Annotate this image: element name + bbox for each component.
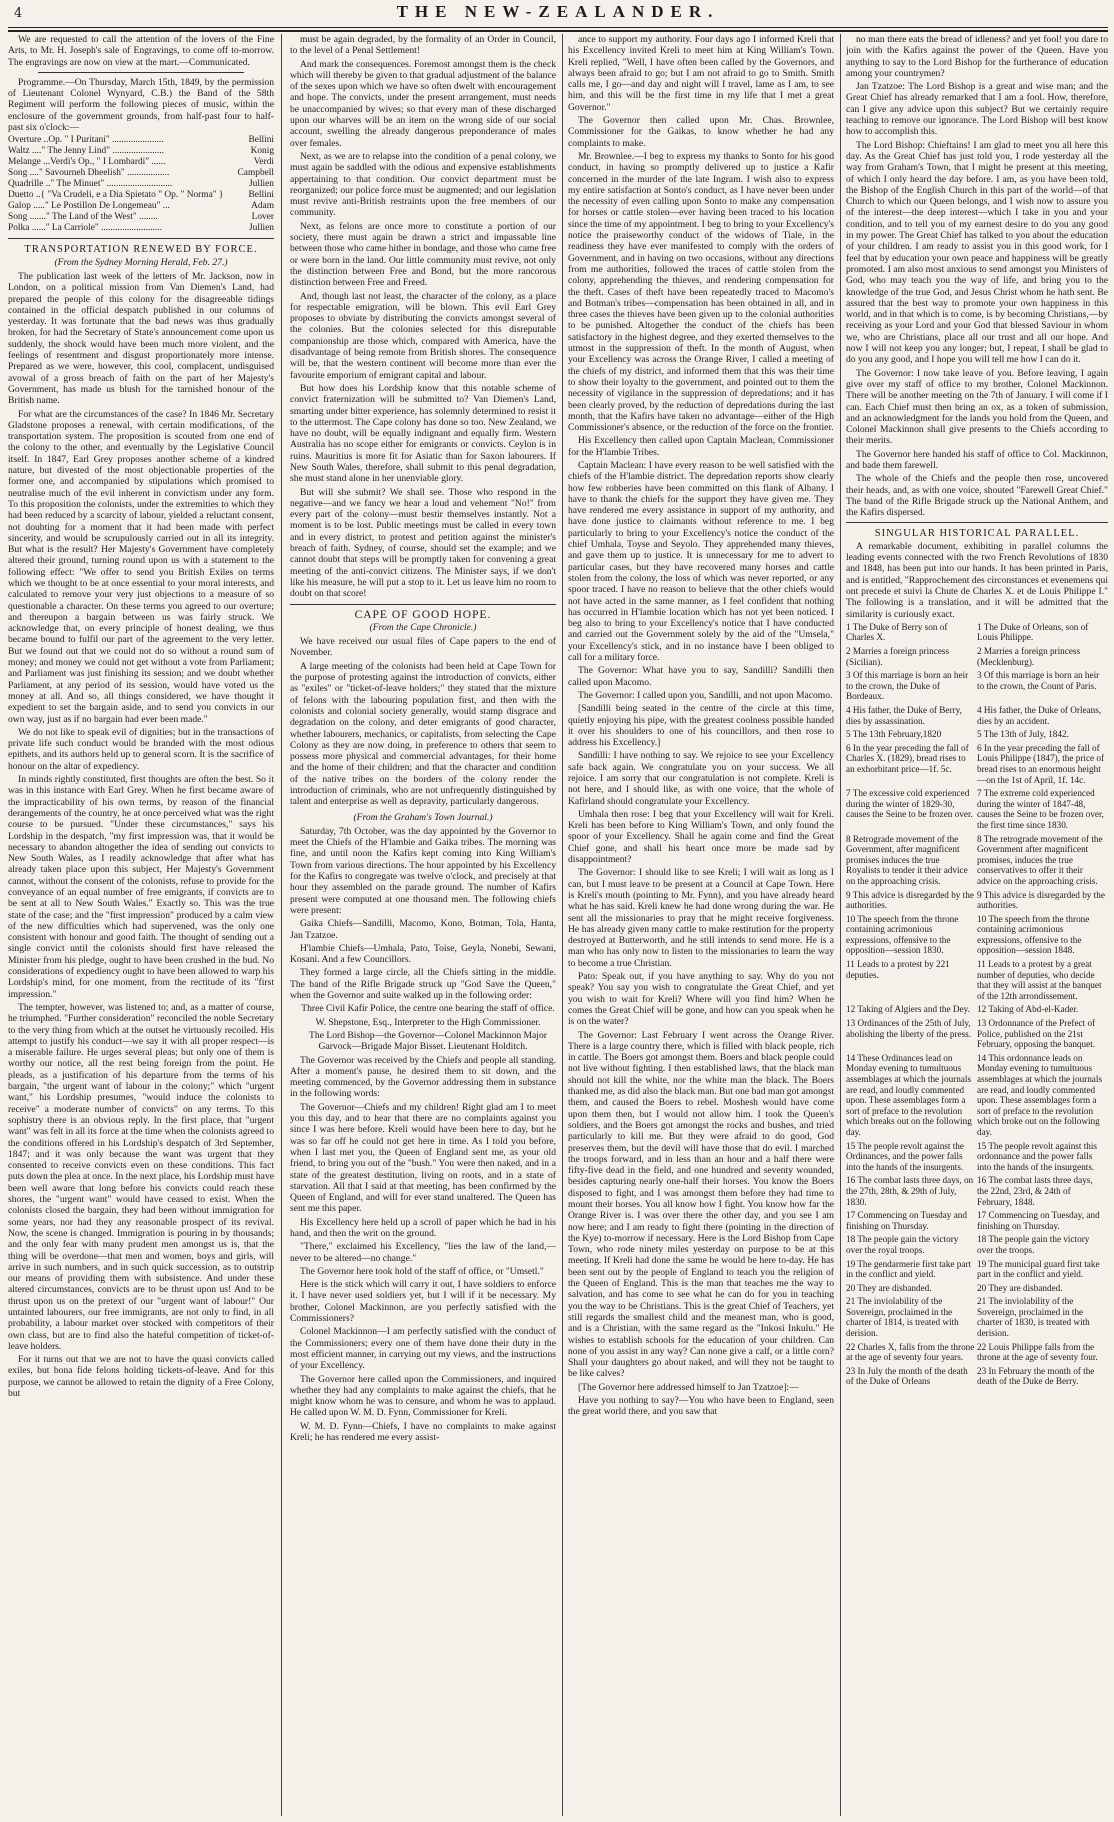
article-source: (From the Sydney Morning Herald, Feb. 27.) [54,256,228,268]
paragraph: They formed a large circle, all the Chiefs sitting in the middle. The band of the Rifle Brigade struck up "God Save the Queen," when the Governor and suite walked up in the following order: [290,967,556,1002]
parallel-row [846,1141,1108,1176]
parallel-row [846,670,1108,705]
programme-composer: Verdi [253,157,274,168]
parallel-1848-entry: 13 Ordonnance of the Prefect of Police, published on the 21st February, opposing the banquet. [977,1018,1096,1050]
parallel-1848-entry: 5 The 13th of July, 1842. [977,729,1069,740]
paragraph: Mr. Brownlee.—I beg to express my thanks to Sonto for his good conduct, in having so promptly delivered up to justice a Kafir concerned in the murder of the late Ingram. I wish also to express my entire satisfaction at Sonto's conduct, as I have never been under the necessity of even calling upon Sonto to make any compensation for horses or cattle stolen—ever having been traced to his location since the time of my appointment. I beg to bring to your Excellency's notice the praiseworthy conduct of the widows of Tiale, in the readiness they have ever manifested to comply with the orders of Government, and in having on two occasions, without any directions from me authorities, followed the traces of cattle stolen from the colony, apprehending the thieves, and rendering compensation for the theft. Cases of theft have been repeatedly traced to Macomo's and Botman's tribes—compensation has been obtained in all, and in three cases the thieves have been given up to the colonial authorities to be punished. Altogether the conduct of the chiefs has been satisfactory in the highest degree, and they exerted themselves to the utmost in the suppression of theft. In the month of August, when your Excellency was across the Orange River, I called a meeting of the chiefs of my district, and informed them that this was their time to show their loyalty to the government, and pointed out to them the necessity of vigilance in the suppression of depredations; and it has been clearly proved, by the reduction of depredations during the last month, that the Kafirs have taken no advantage—either of the High Commissioner's absence, or the reduction of the force on the frontier. [568,150,834,434]
article-source: (From the Cape Chronicle.) [369,621,477,633]
paragraph: The Governor here called upon the Commissioners, and inquired whether they had any complaints to make against the chiefs, that he might know whom he was to censure, and whom he was to applaud. He called upon W. M. D. Fynn, Commissioner for Kreli. [290,1373,556,1419]
article-body [568,34,834,1418]
paragraph: H'lambie Chiefs—Umhala, Pato, Toise, Geyla, Nonebi, Sewani, Kosani. And a few Councillors. [290,942,556,966]
column-3 [568,34,834,1816]
paragraph: For it turns out that we are not to have the quasi convicts called exiles, but bona fide felons holding tickets-of-leave. And for this purpose, we cannot be allowed to retain the dignity of a Free Colony, but [8,1354,274,1400]
column-divider [281,34,282,1816]
paragraph: And, though last not least, the character of the colony, as a place for respectable emigration, will be blown. This evil Earl Grey proposes to obviate by distributing the convicts amongst several of the colonies. But the colonies selected for this disreputable companionship are those which, compared with America, have the disadvantage of being remote from British shores. The consequence will be, that the western continent will become more than ever the favourite emporium of emigrant capital and labour. [290,290,556,381]
parallel-1830-entry: 20 They are disbanded. [846,1282,932,1293]
programme-item [8,135,274,146]
article-body [290,826,556,1001]
article-body [846,34,1108,518]
programme-intro: Programme.—On Thursday, March 15th, 1849, by the permission of Lieutenant Colonel Wynyard, C.B.) the Band of the 58th Regiment will perform the following pieces of music, within the enclosure of the government grounds, from half-past four to half-past six o'clock:— [8,76,274,134]
article-heading: SINGULAR HISTORICAL PARALLEL. [874,528,1080,540]
paragraph: The Governor here took hold of the staff of office, or "Umsetl." [300,1265,544,1277]
parallel-row [846,1259,1108,1283]
programme-composer: Adam [251,201,274,212]
parallel-1830-entry: 23 In July the month of the death of the Duke of Orleans [846,1365,968,1387]
paragraph: His Excellency here held up a scroll of paper which he had in his hand, and then the writ on the ground. [290,1216,556,1239]
paragraph: Gaika Chiefs—Sandilli, Macomo, Kono, Botman, Tola, Hanta, Jan Tzatzoe. [290,918,556,941]
parallel-1848-entry: 1 The Duke of Orleans, son of Louis Philippe. [977,621,1089,643]
parallel-row [846,1366,1108,1390]
parallel-1848-entry: 20 They are disbanded. [977,1282,1063,1293]
parallel-table [846,622,1108,1390]
paragraph: Captain Maclean: I have every reason to be well satisfied with the chiefs of the H'lambie district. The depredation reports show clearly how few robberies have been committed on this flank of Albany. I have to thank the chiefs for the support they have given me. They have rendered me every assistance in support of my authority, and have done justice to claimants without reference to me. I beg particularly to bring to your Excellency's notice the conduct of the chief Umhala, Toyse and Seyolo. They apprehended many thieves, and gave them up to justice. It is unnecessary for me to advert to particular cases, but they have recovered many horses and cattle stolen from the colony, the loss of which was never reported, or any spoor traced. I have no reason to believe that the other chiefs would not have acted in the same manner, as I feel confident that nothing has occurred in H'lambie location which has not yet been noticed. I beg also to bring to your Excellency's notice that I have conducted and carried out the Government solely by the aid of the "Umsela," your Excellency's stick, and in no instance have I been obliged to call for a military force. [568,459,834,664]
parallel-row [846,1342,1108,1366]
parallel-1848-entry: 2 Marries a foreign princess (Mecklenburg). [977,646,1081,667]
parallel-1848-entry: 6 In the year preceding the fall of Louis Philippe (1847), the price of bread rises to an enormous height—on the 1st of April, 1f. 14c. [977,742,1105,785]
parallel-1848-entry: 22 Louis Philippe falls from the throne at the age of seventy four. [977,1341,1098,1363]
programme-piece: Waltz ...." The Jenny Lind" ...................... [8,146,164,157]
programme-item [8,168,274,179]
parallel-row [846,622,1108,646]
parallel-row [846,1234,1108,1258]
paragraph: The tempter, however, was listened to; and, as a matter of course, he triumphed. "Further consideration" reconciled the noble Secretary to the very thing from which at the outset he virtuously recoiled. His attempt to justify his conduct—we say it with all proper respect—is a miserable failure. He urges several pleas; but only one of them is worthy our notice, all the rest being foreign from the point. He pleads, as a justification of his departure from the terms of his bargain, "the urgent want of labour in the colony;" which "urgent want," his Lordship presumes, "would induce the colonists to receive" a moderate number of convicts" on any terms. To this sophistry there is an obvious reply. In the first place, that "urgent want" was felt in all its force at the time when the colonists agreed to the conditions offered in his Lordship's despatch of 3rd September, 1847; and it was only because the want was urgent that they consented to receive convicts even on these conditions. This fact puts down the plea at once. In the next place, his Lordship must have been well aware that long before his convicts could reach these shores, the "urgent want" would have ceased to exist. When the colonists closed the bargain, they had been without immigration for some years, nor had they any reasonable prospect of its revival. Now, the scene is changed. Immigration is pouring in by thousands; and the only fear with many prudent men amongst us is, that the thing will be overdone—that men and women, boys and girls, will arrive in such numbers, and in such quick succession, as to outstrip our means of providing them with subsistence. And under these altered circumstances, convicts are to be thrust upon us! And to be thrust upon us on the pretext of our "urgent want of labour!" Our untainted labourers, our free immigrants, are not only to find, in all probability, a labour market over stocked with competitors of their own class, but are to find also the hateful competition of ticket-of-leave holders. [8,1001,274,1352]
newspaper-page [8,0,1108,1822]
masthead-rule [8,27,1108,28]
paragraph: Next, as we are to relapse into the condition of a penal colony, we must again be saddled with the odious and expensive establishments appertaining to that condition. Our convict department must be reorganized; our police force must be augmented; and our legislation must revive anti-British restraints upon the free members of our community. [290,150,556,219]
parallel-1830-entry: 6 In the year preceding the fall of Charles X. (1829), bread rises to an exhorbitant price—1f. 5c. [846,742,969,774]
parallel-1830-entry: 10 The speech from the throne containing acrimonious expressions, offensive to the opposition—session 1830. [846,913,959,956]
parallel-row [846,914,1108,959]
paragraph: The Governor here handed his staff of office to Col. Mackinnon, and bade them farewell. [846,448,1108,471]
paragraph: But how does his Lordship know that this notable scheme of convict fraternization will be submitted to? Van Diemen's Land, smarting under bitter experience, has solemnly determined to resist it to the uttermost. The Cape colony has done so too. New Zealand, we have no doubt, will be equally indignant and equally firm. Western Australia has no scope either for emigrants or convicts. Ceylon is in ruins. Mauritius is more fit for Asiatic than for Saxon labourers. If New South Wales, therefore, shall submit to this penal degradation, she must stand alone in her unenviable glory. [290,382,556,485]
parallel-1848-entry: 12 Taking of Abd-el-Kader. [977,1004,1079,1015]
article-heading: TRANSPORTATION RENEWED BY FORCE. [24,244,258,256]
paragraph: The Governor: I should like to see Kreli; I will wait as long as I can, but I must leave to be present at a Council at Cape Town. Here is Kreli's mouth (pointing to Mr. Fynn), and you have already heard what he has said. Kreli knew he had done wrong during the war. He sent all the missionaries to pray that he might receive forgiveness. He has already given many cattle to make restitution for the property destroyed at Butterworth, and he still intends to send more. He is a man who has only now to listen to the missionaries to learn the way to become a true Christian. [568,867,834,969]
programme-item [8,201,274,212]
procession-order [290,1003,556,1052]
paragraph: ance to support my authority. Four days ago I informed Kreli that his Excellency invited Kreli to meet him at King William's Town. Kreli replied, "Well, I have often been called by the Governors, and always been afraid to go; but I am not afraid to go to Smith. Smith calls me, I go—and day and night will I travel, lame as I am, to see him, and this will be the first time in my life that I met a great Governor." [568,34,834,113]
programme-piece: Galop ....." Le Postillon De Longemeau" ... [8,201,170,212]
paragraph: Sandilli: I have nothing to say. We rejoice to see your Excellency safe back again. We congratulate you on your success. We all rejoice. I am sorry that our congratulation is not complete. Kreli is not here, and I should like, as with one voice, that the whole of Kafirland should congratulate your Excellency. [568,750,834,807]
parallel-1848-entry: 19 The municipal guard first take part in the conflict and yield. [977,1258,1100,1280]
paragraph: In minds rightly constituted, first thoughts are often the best. So it was in this instance with Earl Grey. When he first became aware of the impracticability of his own terms, by reason of the financial derangements of the country, he at once perceived what was the right course to be pursued. "Under these circumstances," says his Lordship in the despatch, "my first impression was, that it would be necessary to abandon altogether the idea of sending out convicts to New South Wales, as I readily acknowledge that after what has already taken place upon this subject, Her Majesty's Government cannot, without the consent of the colonists, refuse to provide for the conveyance of an equal number of free emigrants, if convicts are to be sent at all to New South Wales." Exactly so. This was the true state of the case; and the "first impression" produced by a calm view of the new difficulties which had supervened, was the only one consistent with honour and good faith. The thought of sending out a single convict until the colonists should first have released the Minister from his pledge, ought to have been crushed in the bud. No considerations of expediency ought to have been allowed to warp his Lordship's mind, for one moment, from the rectitude of its "first impression." [8,774,274,1000]
parallel-1848-entry: 18 The people gain the victory over the troops. [977,1234,1090,1255]
article-heading: CAPE OF GOOD HOPE. [354,608,492,621]
column-divider [562,34,563,1816]
masthead-rule-thick [8,30,1108,32]
programme-composer: Konig [250,146,274,157]
parallel-1830-entry: 17 Commencing on Tuesday and finishing on Thursday. [846,1210,967,1231]
parallel-1848-entry: 10 The speech from the throne containing acrimonious expressions, offensive to the opposition—session 1848. [977,913,1090,956]
programme-item [8,212,274,223]
parallel-1830-entry: 21 The inviolability of the Sovereign, proclaimed in the charter of 1814, is treated with derision. [846,1296,959,1339]
page-number: 4 [14,6,23,21]
parallel-intro: A remarkable document, exhibiting in parallel columns the leading events connected with the two French Revolutions of 1830 and 1848, has been put into our hands. It has been printed in Paris, and is entitled, "Rapprochement des circonstances et evenemens qui ont precede et suivi la Chute de Charles X. et de Louis Philippe I." The following is a translation, and it will be admitted that the similarity is curiously exact. [846,540,1108,620]
paragraph: But will she submit? We shall see. Those who respond in the negative—and we fancy we hear a loud and vehement "No!" from every part of the colony—must bestir themselves instantly. Not a moment is to be lost. Public meetings must be called in every town and in every district, to protest and petition against the minister's breach of faith. Sydney, of course, should set the example; and we cannot doubt that steps will be promptly taken for convening a great meeting of the anti-convict citizens. The Minister says, if we don't like his measure, he will put a stop to it. Let us leave him no room to doubt on that score! [290,486,556,600]
paragraph: [The Governor here addressed himself to Jan Tzatzoe]:— [578,1381,799,1393]
column-divider [840,34,841,1816]
section-divider [290,604,556,605]
parallel-row [846,1283,1108,1297]
parallel-row [846,1210,1108,1234]
parallel-row [846,646,1108,670]
paragraph: Saturday, 7th October, was the day appointed by the Governor to meet the Chiefs of the H'lambie and Gaika tribes. The morning was fine, and until noon the Kafirs kept coming into King William's Town from various directions. The hour appointed by his Excellency for the Kafirs to congregate was twelve o'clock, and precisely at that hour they assembled on the parade ground. The number of Kafirs present were computed at one thousand men. The following chiefs were present: [290,825,556,916]
parallel-1830-entry: 1 The Duke of Berry son of Charles X. [846,621,948,643]
column-1 [8,34,274,1816]
parallel-row [846,1018,1108,1053]
paragraph: The Lord Bishop: Chieftains! I am glad to meet you all here this day. As the Great Chief has just told you, I rode yesterday all the way from Graham's Town, that I might be present at this meeting, of which I only heard the day before. I am, as you have been told, the Bishop of the English Church in this part of the world—of that Church to which our Queen belongs, and I wish now to assure you of the interest—the deep interest—which I take in you and your condition, and to tell you of my earnest desire to do you any good in my power. The Great Chief has talked to you about the education of your children. I am ready to assist you in this good work, for I feel that by education your own peace and happiness will be greatly promoted. I am also most anxious to send amongst you Ministers of God, who may teach you the way of life, and bring you to the knowledge of the true God, and Jesus Christ whom he hath sent. Be assured that the best way to promote your own happiness in this world, and in that which is to come, is by becoming Christians,—by receiving as your Lord and your God that blessed Saviour in whom we, who are Christians, place all our trust and all our hope. And now I will not keep you any longer; but, I repeat, I shall be glad to do you any good, and I hope you will tell me how I can do it. [846,139,1108,366]
paragraph: His Excellency then called upon Captain Maclean, Commissioner for the H'lambie Tribes. [568,435,834,458]
fine-arts-notice: We are requested to call the attention of the lovers of the Fine Arts, to Mr. H. Joseph's sale of Engravings, to come off to-morrow. The engravings are now on view at the mart.—Communicated. [8,34,274,68]
paragraph: The whole of the Chiefs and the people then rose, uncovered their heads, and, as with one voice, shouted "Farewell Great Chief." The band of the Rifle Brigade struck up the National Anthem, and the Kafirs dispersed. [846,473,1108,519]
parallel-1848-entry: 7 The extreme cold experienced during the winter of 1847-48, causes the Seine to be frozen over, the first time since 1830. [977,788,1104,830]
parallel-1848-entry: 16 The combat lasts three days, the 22nd, 23rd, & 24th of February, 1848. [977,1175,1093,1207]
parallel-1830-entry: 14 These Ordinances lead on Monday evening to tumultuous assemblages at which the journals are read, and loudly commented upon. These assemblages form a sort of preface to the revolution which breaks out on the following day. [846,1052,972,1137]
paragraph: must be again degraded, by the formality of an Order in Council, to the level of a Penal Settlement! [290,34,556,57]
paragraph: Colonel Mackinnon—I am perfectly satisfied with the conduct of the Commissioners; every one of them have done their duty in the most efficient manner, in carrying out my views, and the instructions of your Excellency. [290,1326,556,1372]
parallel-1830-entry: 5 The 13th February,1820 [846,729,942,740]
programme-composer: Jullien [249,223,274,234]
parallel-1848-entry: 14 This ordonnance leads on Monday evening to tumultuous assemblages at which the journals are read, and loudly commented upon. These assemblages form a sort of preface to the revolution which broke out on the following day. [977,1052,1103,1137]
paragraph: The Governor: What have you to say, Sandilli? Sandilli then called upon Macomo. [568,665,834,688]
programme-item [8,190,274,201]
paragraph: The publication last week of the letters of Mr. Jackson, now in London, on a political mission from Van Diemen's Land, had prepared the people of this colony for the disagreeable tidings contained in the official despatch published in our columns of yesterday. It was fortunate that the bad news was thus gradually broken, for had the Secretary of State's announcement come upon us suddenly, the shock would have been much more violent, and the feelings of resentment and disgust proportionately more intense. Prepared as we were, however, this cool, complacent, undisguised avowal of a gross breach of faith on the part of her Majesty's Government, has made us blush for the tarnished honour of the British name. [8,270,274,407]
article-body [290,636,556,807]
paragraph: The Governor—Chiefs and my children! Right glad am I to meet you this day, and to hear that there are no complaints against you since I was here before. Kreli would have been here to day, but he was so far off he could not get here in time. As I told you before, when I last met you, the Queen of England sent me, as your old friend, to bring you out of the "bush." You were then naked, and in a state of the greatest destitution, living on roots, and in a state of starvation. All that I said at that meeting, has been confirmed by the Queen of England, and will for ever stand unaltered. The Queen has sent me this paper. [290,1101,556,1215]
paragraph: no man there eats the bread of idleness? and yet fool! you dare to join with the Kafirs against the power of the Queen. Have you anything to say to the Lord Bishop for the furtherance of education among your countrymen? [846,34,1108,79]
paragraph: We have received our usual files of Cape papers to the end of November. [290,636,556,659]
paragraph: The Governor: I now take leave of you. Before leaving, I again give over my staff of office to my brother, Colonel Mackinnon. There will be another meeting on the 7th of January. I will come if I can. Each Chief must then bring an ox, as a token of submission, and an acknowledgment for the lands you hold from the Queen, and Colonel Mackinnon shall give presents to the Chiefs according to their merits. [846,367,1108,447]
paragraph: The Governor: Last February I went across the Orange River. There is a large country there, which is filled with black people, rich in cattle. The Boers got amongst them. Boers and black people could not live without fighting. I then established laws, that the black man should not kill the white, nor the white man the black. The Boers thanked me, as did also the black man. But one bad man got amongst them, and caused the Boers to rebel. Moshesh would have come upon them then, but I would not allow him. I took the Queen's soldiers, and the Boers got amongst the rocks and bushes, and tried particularly to kill me. But they were afraid to do good, God preserves them, but the devil will have those that do evil. I marched the troops forward, and in less than an hour and a half there were fifty-five dead in the field, and one hundred and seventy wounded, besides capturing nearly one-half their horses. You know the Boers disposed to fight, and I was amongst them before they had time to mount their horses. You all know how I fight. You know how far the Orange River is. I was over there the other day, and you see I am now here; and I am ready to fight there (pointing in the direction of the Kye) to-morrow if necessary. Here is the Lord Bishop from Cape Town, who rode ninety miles yesterday on purpose to be at this meeting. If Kreli had done the same he would be here to-day. He has been sent out by the people of England to teach you the religion of the Queen of England. This is the man that teaches me the way to salvation, and has come to see what he can do for you in teaching you the way to be Christians. This is the great Chief of Teachers, yet still regards the smallest child and the meanest man, who is good, and is a Christian, with the same regard as the "Inkosi Inkulu." He wishes to establish schools for the education of your children. Can none of you assist in any way? Can none give a calf, or a little corn? Shall your daughters go about naked, and will they not be taught to be like calves? [568,1029,834,1380]
programme-composer: Campbell [237,168,274,179]
paragraph: The Governor: I called upon you, Sandilli, and not upon Macomo. [578,689,833,701]
section-divider [38,72,244,73]
parallel-1830-entry: 11 Leads to a protest by 221 deputies. [846,959,950,980]
procession-line: Three Civil Kafir Police, the centre one bearing the staff of office. [301,1003,555,1015]
parallel-1848-entry: 15 The people revolt against this ordonnance and the power falls into the hands of the insurgents. [977,1140,1098,1172]
masthead [8,2,1108,28]
paragraph: "There," exclaimed his Excellency, "lies the law of the land,—never to be altered—no change." [290,1241,556,1264]
parallel-1830-entry: 8 Retrograde movement of the Government, after magnificent promises induces the true Royalists to tender it their advice on the approaching crisis. [846,833,968,886]
paragraph: And mark the consequences. Foremost amongst them is the check which will thereby be given to that gradual adjustment of the balance of the sexes upon which we have so often dwelt with encouragement and hope. The convicts, under the present arrangement, must needs be unaccompanied by wives; so that every man of these discharged upon our wharves will be an item on the wrong side of our social account, swelling the already dangerous preponderance of males over females. [290,58,556,149]
newspaper-title: THE NEW-ZEALANDER. [396,2,720,21]
parallel-1830-entry: 15 The people revolt against the Ordinances, and the power falls into the hands of the insurgents. [846,1140,964,1172]
programme-composer: Lover [251,212,274,223]
paragraph: Next, as felons are once more to constitute a portion of our society, there must again be drawn a strict and impassable line between those who came hither in bondage, and those who came free or were born in the land. Our little community must revive, not only the distinction between Free and Bond, but the more rancorous distinction between Free and Freed. [290,220,556,289]
paragraph: Jan Tzatzoe: The Lord Bishop is a great and wise man; and the Great Chief has already remarked that I am a fool. How, therefore, can I give any advice upon this subject? But we certainly require teaching to remove our ignorance. The Lord Bishop will best know how to accomplish this. [846,81,1108,138]
section-divider [8,238,274,239]
parallel-row [846,743,1108,788]
programme-piece: Overture ..Op. " I Puritani" ...................... [8,135,164,146]
parallel-1830-entry: 7 The excessive cold experienced during the winter of 1829-30, causes the Seine to be frozen over. [846,788,973,820]
paragraph: A large meeting of the colonists had been held at Cape Town for the purpose of protesting against the introduction of convicts, either as "exiles" or "ticket-of-leave holders;" they stated that the mixture of felons with the labouring population first, and then with the colonists and colonial society generally, would stamp disgrace and degradation on the colony, and deter emigrants of good character, whether labourers, mechanics, or capitalists, from selecting the Cape Colony as they are now doing, in preference to others that seem to possess more physical and commercial advantages, for their home and the home of their children; and that the character and condition of the native tribes on the borders of the colony render the introduction of criminals, who are not unfrequently distinguished by talent and enterprise as well as depravity, particularly dangerous. [290,660,556,808]
section-divider [846,522,1108,523]
parallel-row [846,1053,1108,1141]
parallel-1830-entry: 2 Marries a foreign princess (Sicilian). [846,646,950,667]
parallel-row [846,834,1108,890]
parallel-1848-entry: 9 This advice is disregarded by the authorities. [977,889,1105,911]
article-body [290,1055,556,1444]
programme-piece: Song ......." The Land of the West" ........ [8,212,158,223]
parallel-row [846,890,1108,914]
programme-item [8,157,274,168]
parallel-1830-entry: 13 Ordinances of the 25th of July, abolishing the liberty of the press. [846,1018,972,1039]
article-source: (From the Graham's Town Journal.) [353,811,493,823]
parallel-row [846,729,1108,743]
programme-piece: Duetto ..{ "Va Crudeli, e a Dia Spietato " Op. " Norma" } [8,190,224,201]
parallel-1848-entry: 4 His father, the Duke of Orleans, dies by an accident. [977,705,1102,726]
parallel-1830-entry: 16 The combat lasts three days, on the 27th, 28th, & 29th of July, 1830. [846,1175,974,1207]
programme-composer: Bellini [248,190,274,201]
programme-table [8,135,274,234]
paragraph: [Sandilli being seated in the centre of the circle at this time, quietly enjoying his pipe, with the greatest coolness possible handed it over his shoulders to one of his councillors, and then rose to address his Excellency.] [568,703,834,749]
paragraph: The Governor then called upon Mr. Chas. Brownlee, Commissioner for the Gaikas, to know whether he had any complaints to make. [568,115,834,149]
procession-line: The Lord Bishop—the Governor—Colonel Mackinnon Major Garvock—Brigade Major Bisset. Lieutenant Holditch. [309,1029,547,1053]
programme-piece: Song ...." Savourneh Dheelish" .................. [8,168,170,179]
parallel-1830-entry: 12 Taking of Algiers and the Dey. [846,1004,970,1015]
parallel-row [846,705,1108,729]
parallel-1830-entry: 22 Charles X, falls from the throne at the age of seventy four years. [846,1341,975,1363]
parallel-1830-entry: 18 The people gain the victory over the royal troops. [846,1234,959,1255]
procession-line: W. Shepstone, Esq., Interpreter to the High Commissioner. [315,1016,541,1028]
programme-piece: Polka ......" La Carriole" .......................... [8,223,162,234]
programme-piece: Melange ...Verdi's Op., " I Lombardi" ...... [8,157,166,168]
paragraph: W. M. D. Fynn—Chiefs, I have no complaints to make against Kreli; he has rendered me every assist- [290,1420,556,1444]
parallel-1830-entry: 19 The gendarmerie first take part in the conflict and yield. [846,1258,972,1280]
paragraph: Umhala then rose: I beg that your Excellency will wait for Kreli. Kreli has been before to King William's Town, and only found the spoor of your Excellency. Shall he again come and find the Great Chief gone, and shall his heart once more be made sad by disappointment? [568,808,834,866]
parallel-1830-entry: 4 His father, the Duke of Berry, dies by assassination. [846,705,962,726]
column-2 [290,34,556,1816]
parallel-1848-entry: 8 The retrograde movement of the Government after magnificent promises, induces the true conservatives to offer it their advice on the approaching crisis. [977,833,1103,886]
parallel-1848-entry: 23 In February the month of the death of the Duke de Berry. [977,1365,1095,1387]
paragraph: The Governor was received by the Chiefs and people all standing. After a moment's pause, he desired them to sit down, and the meeting commenced, by the Governor addressing them in substance in the following words: [290,1054,556,1100]
paragraph: Pato: Speak out, if you have anything to say. Why do you not speak? You say you wish to congratulate the Great Chief, and yet you wish to wait for Kreli? Where will you find him? When he comes the Great Chief will be gone, and how can you speak when he is on the water? [568,971,834,1028]
programme-composer: Jullien [249,179,274,190]
parallel-1848-entry: 3 Of this marriage is born an heir to the crown, the Count of Paris. [977,670,1100,691]
parallel-1848-entry: 11 Leads to a protest by a great number of deputies, who decide that they will assist at the banquet of the 12th arrondissement. [977,959,1102,1001]
programme-piece: Quadrille .." The Minuet" ............................ [8,179,173,190]
parallel-row [846,959,1108,1004]
column-4 [846,34,1108,1816]
parallel-1848-entry: 17 Commencing on Tuesday, and finishing on Thursday. [977,1210,1100,1231]
parallel-row [846,788,1108,833]
paragraph: Have you nothing to say?—You who have been to England, seen the great world there, and you saw that [568,1395,834,1418]
article-body [8,271,274,1399]
programme-item [8,223,274,234]
paragraph: Here is the stick which will carry it out, I have soldiers to enforce it. I have never used soldiers yet, but I will if it be necessary. My brother, Colonel Mackinnon, are you perfectly satisfied with the Commissioners? [290,1279,556,1325]
parallel-row [846,1296,1108,1341]
parallel-row [846,1175,1108,1210]
paragraph: We do not like to speak evil of dignities; but in the transactions of private life such conduct would be branded with the most odious epithets, and its authors held up to general scorn. It is the sacrifice of honour on the altar of expediency. [8,726,274,772]
parallel-1830-entry: 3 Of this marriage is born an heir to the crown, the Duke of Bordeaux. [846,670,969,702]
article-body [290,34,556,600]
programme-composer: Bellini [248,135,274,146]
paragraph: For what are the circumstances of the case? In 1846 Mr. Secretary Gladstone proposes a renewal, with certain modifications, of the transportation system. The proposition is scouted from one end of the colony to the other, and eventually by the Legislative Council itself. In 1847, Earl Grey proposes another scheme of a kindred nature, but divested of the most objectionable properties of the former one, and accompanied by stipulations which promised to neutralise much of the evil inherent in convictism under any form. To this proposition the colonists, under the extremities to which they had been reduced by a scarcity of labour, yielded a reluctant consent, not doubting for a moment that it had been made with perfect sincerity, and would be scrupulously carried out in all its integrity. But what is the result? Her Majesty's Government have completely altered their ground, turning round upon us with a statement to the following effect: "We offer to send you British Exiles on terms which we thought to be at once essential to your moral interests, and calculated to remove your very just objections to a measure of so questionable a character. On these terms you agreed to our overture; and thereupon a bargain between us was fairly struck. We acknowledge that, on every principle of honest dealing, we thus became bound to fulfil our part of the agreement to the very letter. But we found out that we could not do so without a round sum of money; and money we could not get without a vote from Parliament; and Parliament was just finishing its session; and we doubt whether Parliament, at any period of its session, would have voted us the money at all. And so, all things considered, we have thought it expedient to set the bargain aside, and to send you convicts in our own way, just as if no bargain had ever been made." [8,408,274,725]
programme-item [8,146,274,157]
parallel-row [846,1004,1108,1018]
programme-item [8,179,274,190]
parallel-1848-entry: 21 The inviolability of the Sovereign, proclaimed in the charter of 1830, is treated with derision. [977,1296,1090,1339]
parallel-1830-entry: 9 This advice is disregarded by the authorities. [846,889,974,911]
